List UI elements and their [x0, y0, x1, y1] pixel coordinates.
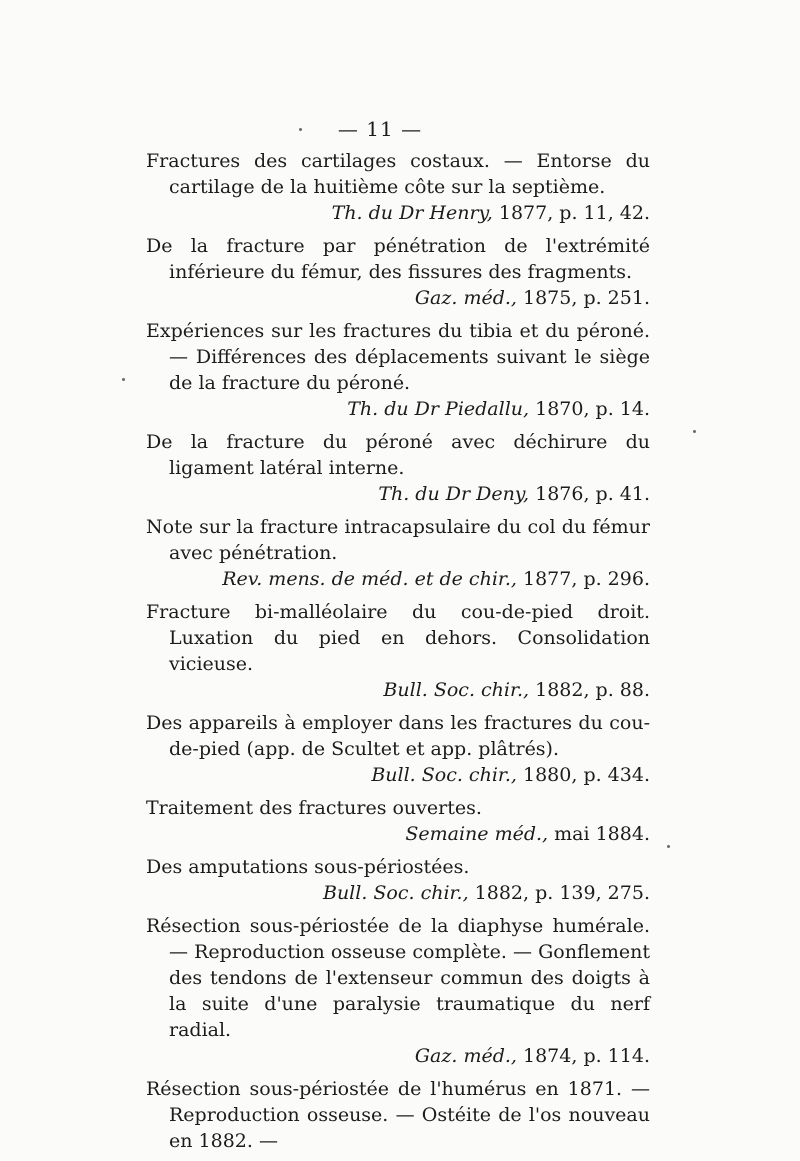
- reference-source: Bull. Soc. chir.,: [371, 764, 517, 786]
- print-speck: [122, 378, 125, 381]
- entry-reference: [146, 200, 650, 226]
- entry-title: Note sur la fracture intracapsulaire du col du fémur avec pénétration.: [146, 516, 650, 564]
- entry-title: Résection sous-périostée de l'humérus en 1871. — Reproduction osseuse. — Ostéite de l'os nouveau en 1882. —: [146, 1078, 650, 1152]
- reference-detail: 1882, p. 88.: [529, 679, 650, 701]
- reference-detail: mai 1884.: [548, 823, 650, 845]
- print-speck: [693, 430, 696, 433]
- entry-title: Des appareils à employer dans les fractures du cou-de-pied (app. de Scultet et app. plâtrés).: [146, 712, 650, 760]
- list-item: [146, 429, 650, 507]
- reference-source: Rev. mens. de méd. et de chir.,: [222, 568, 517, 590]
- entry-title: Fractures des cartilages costaux. — Entorse du cartilage de la huitième côte sur la septième.: [146, 150, 650, 198]
- reference-detail: 1870, p. 14.: [529, 398, 650, 420]
- page-number: — 11 —: [337, 117, 423, 141]
- list-item: [146, 1076, 650, 1154]
- entry-reference: [146, 1043, 650, 1069]
- list-item: [146, 514, 650, 592]
- reference-source: Gaz. méd.,: [414, 1045, 517, 1067]
- list-item: [146, 913, 650, 1069]
- entry-title: Résection sous-périostée de la diaphyse humérale. — Reproduction osseuse complète. — Gonflement des tendons de l'extenseur commun des doigts à la suite d'une paralysie traumatique du nerf radial.: [146, 915, 650, 1041]
- entry-title: De la fracture du péroné avec déchirure du ligament latéral interne.: [146, 431, 650, 479]
- reference-source: Bull. Soc. chir.,: [322, 882, 469, 904]
- reference-detail: 1875, p. 251.: [516, 287, 650, 309]
- list-item: [146, 233, 650, 311]
- reference-detail: 1876, p. 41.: [529, 483, 650, 505]
- list-item: [146, 148, 650, 226]
- reference-source: Semaine méd.,: [405, 823, 549, 845]
- entry-reference: [146, 566, 650, 592]
- reference-detail: 1874, p. 114.: [516, 1045, 650, 1067]
- print-speck: [299, 128, 302, 131]
- entry-title: De la fracture par pénétration de l'extrémité inférieure du fémur, des fissures des fragments.: [146, 235, 650, 283]
- print-speck: [667, 845, 670, 848]
- entry-reference: [146, 285, 650, 311]
- entry-title: Expériences sur les fractures du tibia et du péroné. — Différences des déplacements suivant le siège de la fracture du péroné.: [146, 320, 650, 394]
- list-item: [146, 599, 650, 703]
- entry-reference: [146, 821, 650, 847]
- list-item: [146, 854, 650, 906]
- reference-source: Th. du Dr Henry,: [331, 202, 493, 224]
- list-item: [146, 710, 650, 788]
- reference-detail: 1877, p. 11, 42.: [492, 202, 650, 224]
- reference-detail: 1877, p. 296.: [516, 568, 650, 590]
- reference-detail: 1880, p. 434.: [516, 764, 650, 786]
- reference-source: Gaz. méd.,: [414, 287, 517, 309]
- entry-reference: [146, 677, 650, 703]
- entry-title: Traitement des fractures ouvertes.: [146, 797, 482, 819]
- entry-title: Fracture bi-malléolaire du cou-de-pied droit. Luxation du pied en dehors. Consolidation vicieuse.: [146, 601, 650, 675]
- entry-title: Des amputations sous-périostées.: [146, 856, 470, 878]
- reference-source: Th. du Dr Deny,: [378, 483, 530, 505]
- entry-reference: [146, 396, 650, 422]
- list-item: [146, 795, 650, 847]
- entry-reference: [146, 481, 650, 507]
- entry-reference: [146, 762, 650, 788]
- bibliography-list: [146, 148, 650, 1161]
- list-item: [146, 318, 650, 422]
- reference-detail: 1882, p. 139, 275.: [468, 882, 650, 904]
- entry-reference: [146, 880, 650, 906]
- reference-source: Bull. Soc. chir.,: [383, 679, 530, 701]
- reference-source: Th. du Dr Piedallu,: [347, 398, 530, 420]
